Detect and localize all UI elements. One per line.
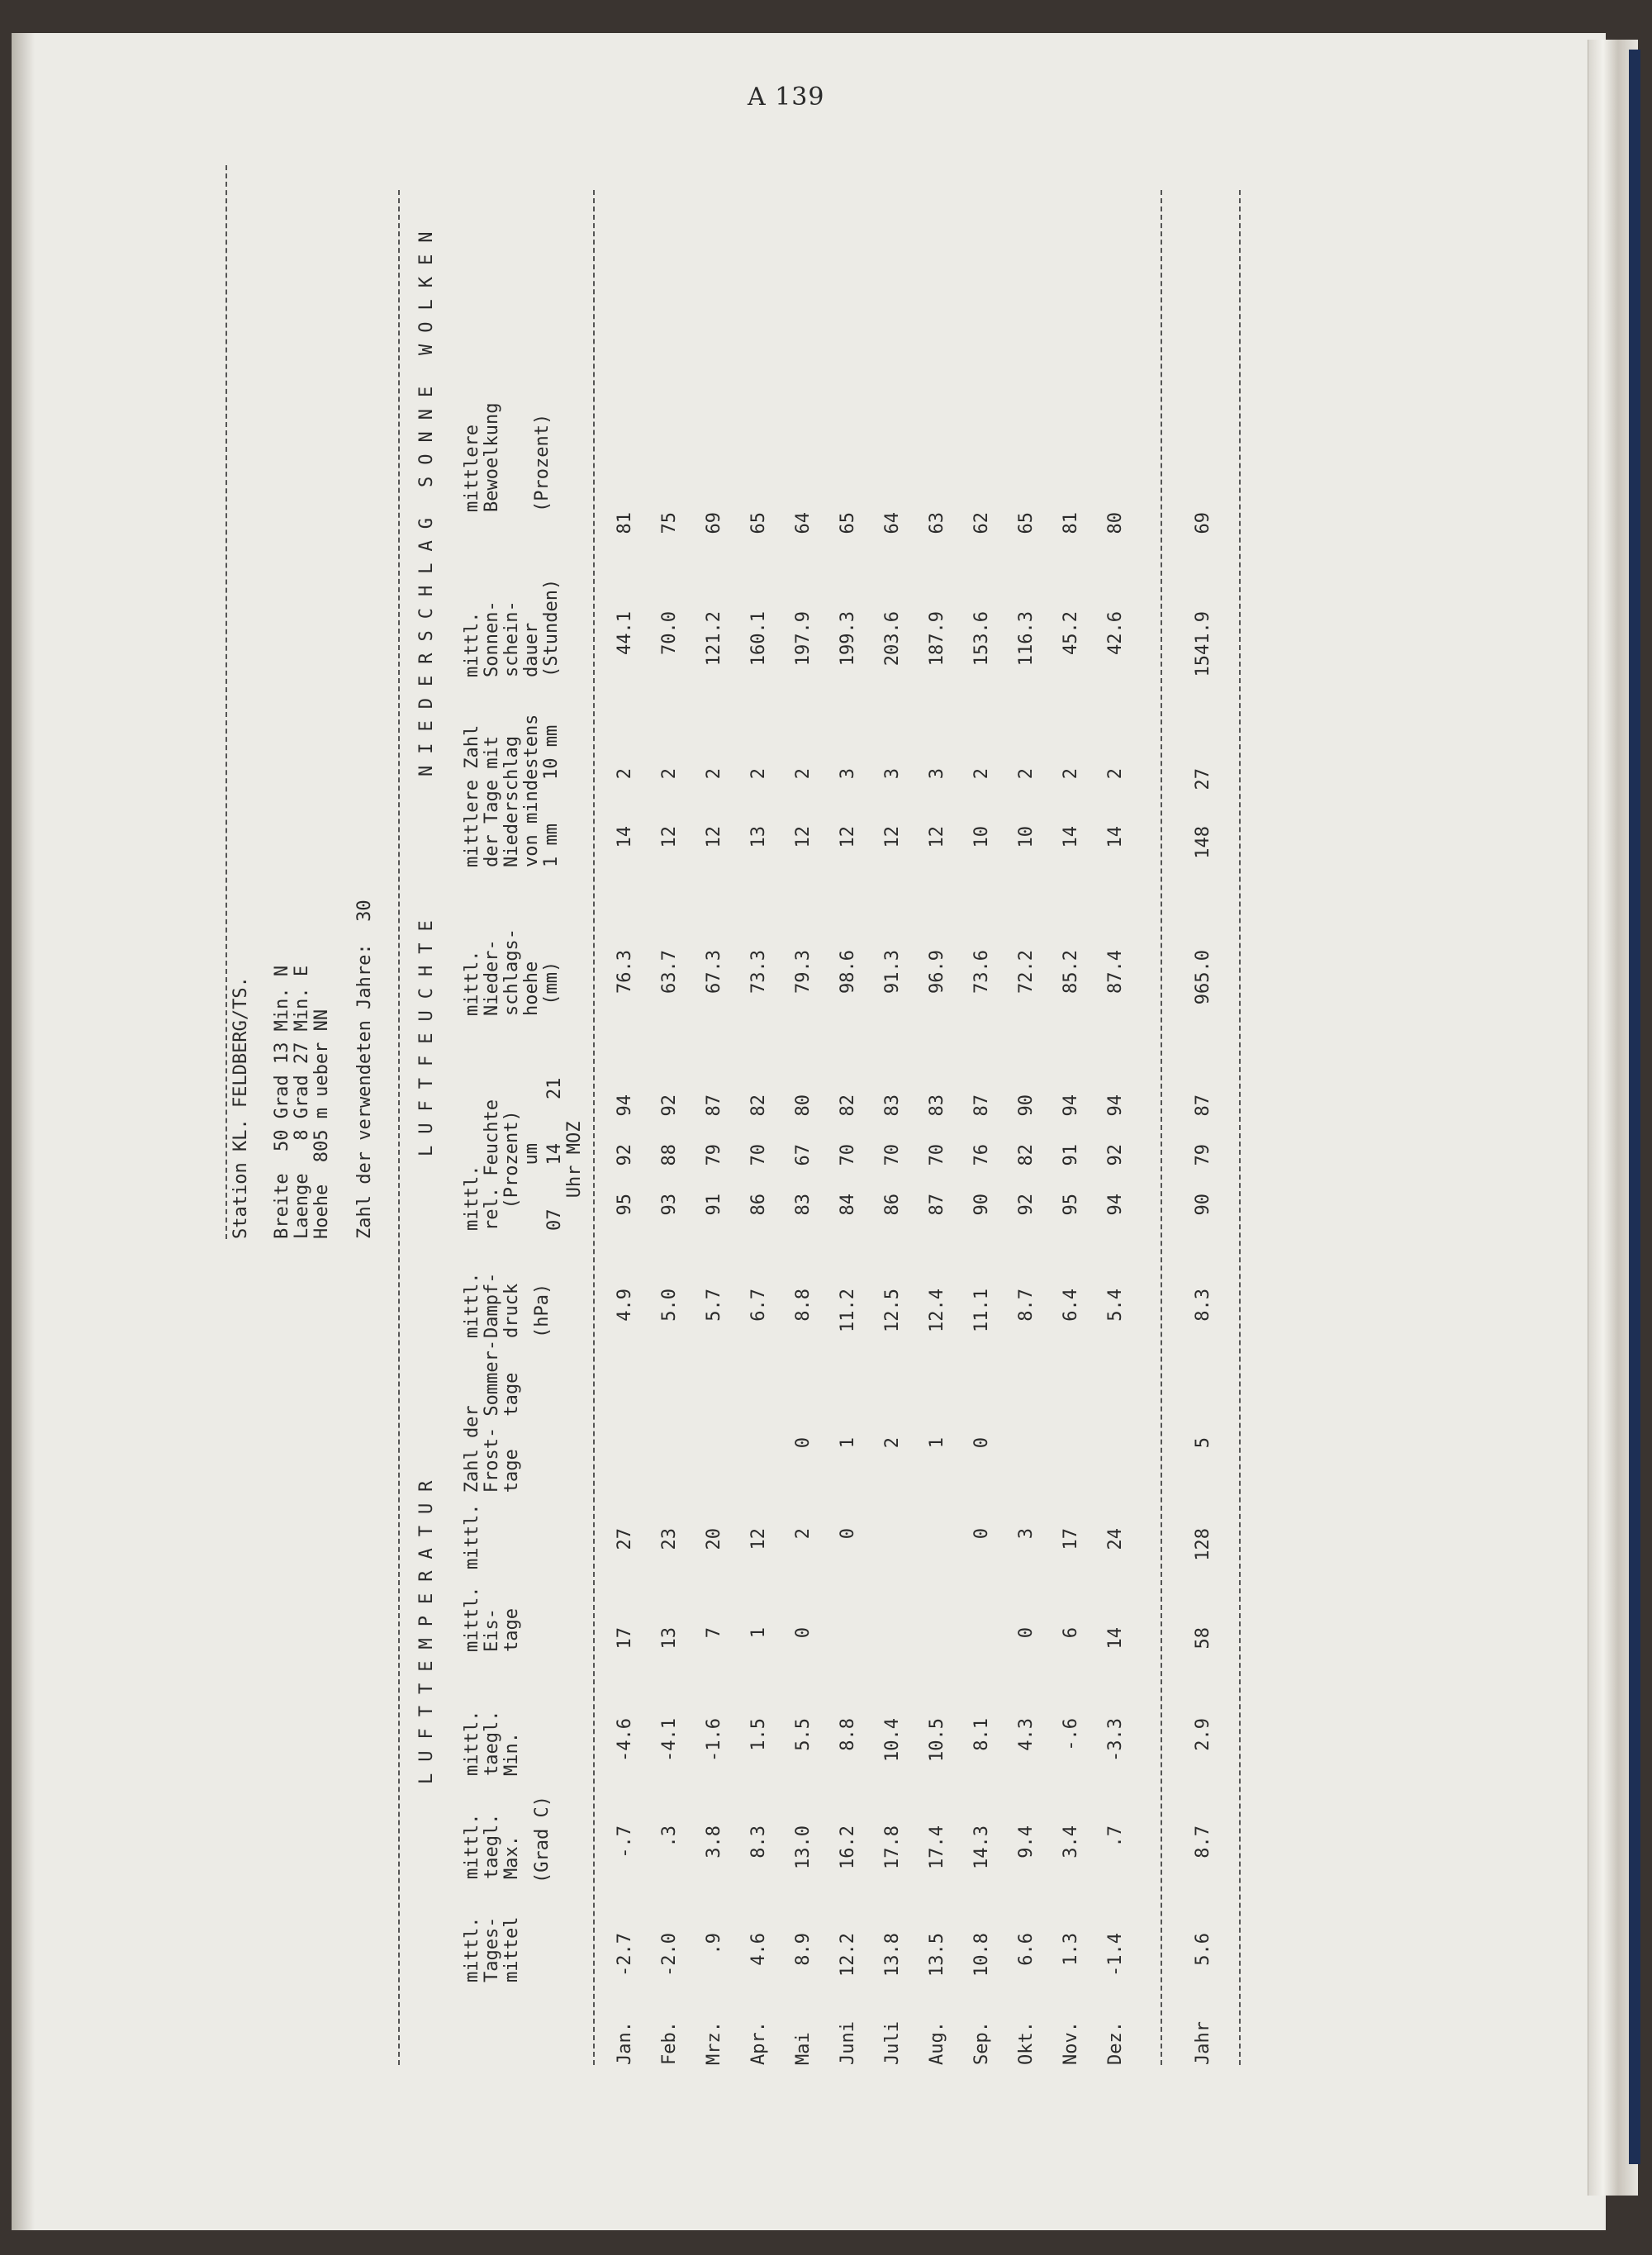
rule-top-right bbox=[225, 165, 227, 1239]
table-cell: 2 bbox=[659, 768, 680, 780]
table-cell: 67.3 bbox=[704, 950, 724, 994]
years-used: Zahl der verwendeten Jahre: 30 bbox=[354, 900, 375, 1239]
header-niederschlagstage: mittlere Zahl der Tage mit Niederschlag von mindestens 1 mm 10 mm bbox=[462, 714, 562, 867]
table-cell: 94 bbox=[1061, 1094, 1081, 1117]
table-cell: 2 bbox=[971, 768, 992, 780]
rule-before-year bbox=[1161, 190, 1162, 2065]
header-dampfdruck: mittl. Dampf- druck bbox=[462, 1272, 522, 1338]
table-cell: 70 bbox=[882, 1144, 903, 1166]
table-cell: 69 bbox=[704, 512, 724, 534]
table-cell: 83 bbox=[793, 1194, 814, 1216]
month-label: Sep. bbox=[971, 2021, 992, 2065]
header-rel-feuchte: mittl. rel. Feuchte (Prozent) um bbox=[462, 1099, 542, 1231]
table-cell: 79 bbox=[1193, 1144, 1213, 1166]
table-cell: 0 bbox=[971, 1437, 992, 1449]
year-label: Jahr bbox=[1193, 2021, 1213, 2065]
table-cell: 17.8 bbox=[882, 1825, 903, 1869]
table-cell: 42.6 bbox=[1105, 611, 1126, 655]
table-cell: 8.9 bbox=[793, 1933, 814, 1966]
table-cell: 2.9 bbox=[1193, 1718, 1213, 1751]
spine-shadow bbox=[12, 33, 35, 2230]
table-cell: 1 bbox=[927, 1437, 947, 1449]
table-cell: 4.9 bbox=[615, 1289, 635, 1322]
table-cell: 6.4 bbox=[1061, 1289, 1081, 1322]
table-cell: 2 bbox=[1061, 768, 1081, 780]
table-cell: -3.3 bbox=[1105, 1718, 1126, 1762]
table-cell: 13 bbox=[659, 1627, 680, 1650]
table-cell: 13.8 bbox=[882, 1933, 903, 1977]
table-cell: 2 bbox=[704, 768, 724, 780]
table-cell: 75 bbox=[659, 512, 680, 534]
table-cell: 24 bbox=[1105, 1528, 1126, 1550]
table-cell: 1541.9 bbox=[1193, 611, 1213, 677]
month-label: Okt. bbox=[1016, 2021, 1037, 2065]
table-cell: 13.5 bbox=[927, 1933, 947, 1977]
table-cell: 90 bbox=[1193, 1194, 1213, 1216]
table-cell: 965.0 bbox=[1193, 950, 1213, 1005]
group-sonne: SONNE bbox=[416, 374, 437, 487]
table-cell: 88 bbox=[659, 1144, 680, 1166]
month-label: Dez. bbox=[1105, 2021, 1126, 2065]
table-cell: 0 bbox=[971, 1528, 992, 1540]
table-cell: 87.4 bbox=[1105, 950, 1126, 994]
table-cell: 12 bbox=[838, 826, 858, 848]
table-cell: 199.3 bbox=[838, 611, 858, 667]
table-cell: 20 bbox=[704, 1528, 724, 1550]
location-altitude: Hoehe 805 m ueber NN bbox=[311, 1009, 332, 1239]
table-cell: 87 bbox=[927, 1194, 947, 1216]
table-cell: 81 bbox=[615, 512, 635, 534]
table-cell: 64 bbox=[882, 512, 903, 534]
table-cell: 94 bbox=[615, 1094, 635, 1117]
table-cell: 90 bbox=[971, 1194, 992, 1216]
book-cover-edge bbox=[1629, 50, 1640, 2164]
header-taegl-max: mittl. taegl. Max. bbox=[462, 1813, 522, 1879]
month-label: Nov. bbox=[1061, 2021, 1081, 2065]
table-cell: 82 bbox=[1016, 1144, 1037, 1166]
table-cell: 96.9 bbox=[927, 950, 947, 994]
table-cell: 203.6 bbox=[882, 611, 903, 667]
table-cell: 98.6 bbox=[838, 950, 858, 994]
table-cell: 87 bbox=[704, 1094, 724, 1117]
table-cell: 73.6 bbox=[971, 950, 992, 994]
table-cell: 2 bbox=[882, 1437, 903, 1449]
table-cell: 3 bbox=[927, 768, 947, 780]
table-cell: 86 bbox=[882, 1194, 903, 1216]
table-cell: 23 bbox=[659, 1528, 680, 1550]
table-cell: 12 bbox=[704, 826, 724, 848]
table-cell: 8.7 bbox=[1016, 1289, 1037, 1322]
table-cell: -1.6 bbox=[704, 1718, 724, 1762]
table-cell: 76 bbox=[971, 1144, 992, 1166]
group-lufttemperatur: LUFTTEMPERATUR bbox=[416, 1469, 437, 1784]
table-cell: 1.5 bbox=[748, 1718, 769, 1751]
table-cell: 13.0 bbox=[793, 1825, 814, 1869]
header-sonnenscheindauer: mittl. Sonnen- schein- dauer (Stunden) bbox=[462, 578, 562, 677]
rule-header-bottom bbox=[593, 190, 595, 2065]
table-cell: 64 bbox=[793, 512, 814, 534]
table-cell: 12.2 bbox=[838, 1933, 858, 1977]
location-longitude: Laenge 8 Grad 27 Min. E bbox=[292, 965, 312, 1239]
header-eistage: mittl. Eis- tage bbox=[462, 1586, 522, 1652]
table-cell: 128 bbox=[1193, 1528, 1213, 1561]
table-cell: 16.2 bbox=[838, 1825, 858, 1869]
table-cell: 12.4 bbox=[927, 1289, 947, 1332]
table-cell: 70.0 bbox=[659, 611, 680, 655]
table-cell: 5.0 bbox=[659, 1289, 680, 1322]
table-cell: 85.2 bbox=[1061, 950, 1081, 994]
table-cell: 79 bbox=[704, 1144, 724, 1166]
group-wolken: WOLKEN bbox=[416, 220, 437, 355]
month-label: Feb. bbox=[659, 2021, 680, 2065]
rule-header-top bbox=[398, 190, 400, 2065]
table-cell: 121.2 bbox=[704, 611, 724, 667]
location-latitude: Breite 50 Grad 13 Min. N bbox=[272, 965, 292, 1239]
table-cell: 44.1 bbox=[615, 611, 635, 655]
table-cell: 14 bbox=[1105, 826, 1126, 848]
table-cell: 70 bbox=[927, 1144, 947, 1166]
table-cell: 0 bbox=[1016, 1627, 1037, 1639]
table-cell: 148 bbox=[1193, 826, 1213, 859]
table-cell: 95 bbox=[1061, 1194, 1081, 1216]
table-cell: 187.9 bbox=[927, 611, 947, 667]
table-cell: -4.6 bbox=[615, 1718, 635, 1762]
page-number: A 139 bbox=[748, 83, 825, 112]
header-bewoelkung-unit: (Prozent) bbox=[532, 413, 553, 512]
group-luftfeuchte: LUFTFEUCHTE bbox=[416, 909, 437, 1156]
table-cell: 8.3 bbox=[1193, 1289, 1213, 1322]
table-cell: 116.3 bbox=[1016, 611, 1037, 667]
table-cell: 84 bbox=[838, 1194, 858, 1216]
table-cell: -2.0 bbox=[659, 1933, 680, 1977]
table-cell: -.6 bbox=[1061, 1718, 1081, 1751]
table-cell: 160.1 bbox=[748, 611, 769, 667]
station-title: Station KL. FELDBERG/TS. bbox=[230, 976, 251, 1239]
table-cell: 5.7 bbox=[704, 1289, 724, 1322]
header-temp-unit: (Grad C) bbox=[532, 1796, 553, 1883]
table-cell: 7 bbox=[704, 1627, 724, 1639]
table-cell: 81 bbox=[1061, 512, 1081, 534]
table-cell: 12 bbox=[659, 826, 680, 848]
month-label: Jan. bbox=[615, 2021, 635, 2065]
table-cell: 79.3 bbox=[793, 950, 814, 994]
table-cell: 27 bbox=[615, 1528, 635, 1550]
table-cell: 5.4 bbox=[1105, 1289, 1126, 1322]
table-cell: 92 bbox=[1016, 1194, 1037, 1216]
table-cell: 6.7 bbox=[748, 1289, 769, 1322]
table-cell: 11.1 bbox=[971, 1289, 992, 1332]
table-cell: 153.6 bbox=[971, 611, 992, 667]
table-cell: 17 bbox=[615, 1627, 635, 1650]
table-cell: 10.5 bbox=[927, 1718, 947, 1762]
table-cell: 94 bbox=[1105, 1094, 1126, 1117]
table-cell: 3 bbox=[1016, 1528, 1037, 1540]
table-cell: 12 bbox=[748, 1528, 769, 1550]
table-cell: 65 bbox=[748, 512, 769, 534]
header-bewoelkung: mittlere Bewoelkung bbox=[462, 402, 502, 512]
table-cell: 67 bbox=[793, 1144, 814, 1166]
header-dampfdruck-unit: (hPa) bbox=[532, 1283, 553, 1338]
table-cell: 10.4 bbox=[882, 1718, 903, 1762]
table-cell: 14.3 bbox=[971, 1825, 992, 1869]
header-taegl-min: mittl. taegl. Min. bbox=[462, 1710, 522, 1776]
table-cell: 82 bbox=[838, 1094, 858, 1117]
table-cell: 83 bbox=[927, 1094, 947, 1117]
table-cell: 87 bbox=[971, 1094, 992, 1117]
table-cell: 2 bbox=[615, 768, 635, 780]
table-cell: 73.3 bbox=[748, 950, 769, 994]
table-cell: 17.4 bbox=[927, 1825, 947, 1869]
table-cell: 69 bbox=[1193, 512, 1213, 534]
table-cell: 8.7 bbox=[1193, 1825, 1213, 1859]
table-cell: 12 bbox=[793, 826, 814, 848]
month-label: Aug. bbox=[927, 2021, 947, 2065]
month-label: Apr. bbox=[748, 2021, 769, 2065]
month-label: Juli bbox=[882, 2021, 903, 2065]
table-cell: 62 bbox=[971, 512, 992, 534]
table-cell: 65 bbox=[1016, 512, 1037, 534]
table-cell: 2 bbox=[793, 1528, 814, 1540]
table-cell: 4.3 bbox=[1016, 1718, 1037, 1751]
table-cell: 14 bbox=[1061, 826, 1081, 848]
table-cell: 8.1 bbox=[971, 1718, 992, 1751]
month-label: Mai bbox=[793, 2032, 814, 2065]
table-cell: .7 bbox=[1105, 1825, 1126, 1848]
header-feuchte-hours: 07 14 21 bbox=[544, 1077, 565, 1231]
table-cell: 12.5 bbox=[882, 1289, 903, 1332]
table-cell: 3 bbox=[838, 768, 858, 780]
header-frost-sommertage: mittl. Zahl der Frost- Sommer- tage tage bbox=[462, 1339, 522, 1569]
table-cell: 2 bbox=[793, 768, 814, 780]
table-cell: -4.1 bbox=[659, 1718, 680, 1762]
table-cell: 1 bbox=[748, 1627, 769, 1639]
table-cell: 8.3 bbox=[748, 1825, 769, 1859]
table-cell: 9.4 bbox=[1016, 1825, 1037, 1859]
table-cell: 83 bbox=[882, 1094, 903, 1117]
table-cell: -.7 bbox=[615, 1825, 635, 1859]
table-cell: .3 bbox=[659, 1825, 680, 1848]
table-cell: 2 bbox=[1016, 768, 1037, 780]
table-cell: 1.3 bbox=[1061, 1933, 1081, 1966]
table-cell: 87 bbox=[1193, 1094, 1213, 1117]
rule-bottom bbox=[1239, 190, 1241, 2065]
table-cell: 10 bbox=[971, 826, 992, 848]
table-cell: 0 bbox=[793, 1627, 814, 1639]
table-cell: 8.8 bbox=[793, 1289, 814, 1322]
table-cell: 10 bbox=[1016, 826, 1037, 848]
table-cell: 94 bbox=[1105, 1194, 1126, 1216]
table-cell: 13 bbox=[748, 826, 769, 848]
table-cell: 12 bbox=[882, 826, 903, 848]
table-cell: 5 bbox=[1193, 1437, 1213, 1449]
table-cell: 58 bbox=[1193, 1627, 1213, 1650]
table-cell: 11.2 bbox=[838, 1289, 858, 1332]
table-cell: 4.6 bbox=[748, 1933, 769, 1966]
table-cell: 5.6 bbox=[1193, 1933, 1213, 1966]
table-cell: 86 bbox=[748, 1194, 769, 1216]
table-cell: 91.3 bbox=[882, 950, 903, 994]
table-cell: -1.4 bbox=[1105, 1933, 1126, 1977]
table-cell: 6 bbox=[1061, 1627, 1081, 1639]
table-cell: 0 bbox=[838, 1528, 858, 1540]
table-cell: 197.9 bbox=[793, 611, 814, 667]
table-cell: 90 bbox=[1016, 1094, 1037, 1117]
group-niederschlag: NIEDERSCHLAG bbox=[416, 506, 437, 776]
header-feuchte-moz: Uhr MOZ bbox=[564, 1121, 585, 1231]
table-cell: 14 bbox=[1105, 1627, 1126, 1650]
table-cell: 2 bbox=[748, 768, 769, 780]
table-cell: 70 bbox=[748, 1144, 769, 1166]
table-cell: 2 bbox=[1105, 768, 1126, 780]
table-cell: 95 bbox=[615, 1194, 635, 1216]
table-cell: 45.2 bbox=[1061, 611, 1081, 655]
table-cell: 5.5 bbox=[793, 1718, 814, 1751]
table-cell: 63 bbox=[927, 512, 947, 534]
header-tagesmittel: mittl. Tages- mittel bbox=[462, 1916, 522, 1982]
header-niederschlagshoehe: mittl. Nieder- schlags- hoehe (mm) bbox=[462, 928, 562, 1016]
month-label: Juni bbox=[838, 2021, 858, 2065]
table-cell: -2.7 bbox=[615, 1933, 635, 1977]
table-cell: 80 bbox=[793, 1094, 814, 1117]
table-cell: 12 bbox=[927, 826, 947, 848]
table-cell: 92 bbox=[659, 1094, 680, 1117]
table-cell: 76.3 bbox=[615, 950, 635, 994]
table-cell: 80 bbox=[1105, 512, 1126, 534]
table-cell: 82 bbox=[748, 1094, 769, 1117]
table-cell: 3 bbox=[882, 768, 903, 780]
table-cell: 6.6 bbox=[1016, 1933, 1037, 1966]
table-cell: 91 bbox=[1061, 1144, 1081, 1166]
table-cell: 14 bbox=[615, 826, 635, 848]
climate-table bbox=[215, 165, 1272, 2065]
table-cell: 3.8 bbox=[704, 1825, 724, 1859]
table-cell: 1 bbox=[838, 1437, 858, 1449]
table-cell: 65 bbox=[838, 512, 858, 534]
table-cell: 93 bbox=[659, 1194, 680, 1216]
table-cell: 91 bbox=[704, 1194, 724, 1216]
table-cell: 92 bbox=[1105, 1144, 1126, 1166]
table-cell: 10.8 bbox=[971, 1933, 992, 1977]
table-cell: 0 bbox=[793, 1437, 814, 1449]
table-cell: 17 bbox=[1061, 1528, 1081, 1550]
table-cell: 92 bbox=[615, 1144, 635, 1166]
table-cell: 3.4 bbox=[1061, 1825, 1081, 1859]
month-label: Mrz. bbox=[704, 2021, 724, 2065]
table-cell: 63.7 bbox=[659, 950, 680, 994]
table-cell: 8.8 bbox=[838, 1718, 858, 1751]
table-cell: .9 bbox=[704, 1933, 724, 1955]
table-cell: 72.2 bbox=[1016, 950, 1037, 994]
table-cell: 70 bbox=[838, 1144, 858, 1166]
table-cell: 27 bbox=[1193, 768, 1213, 790]
